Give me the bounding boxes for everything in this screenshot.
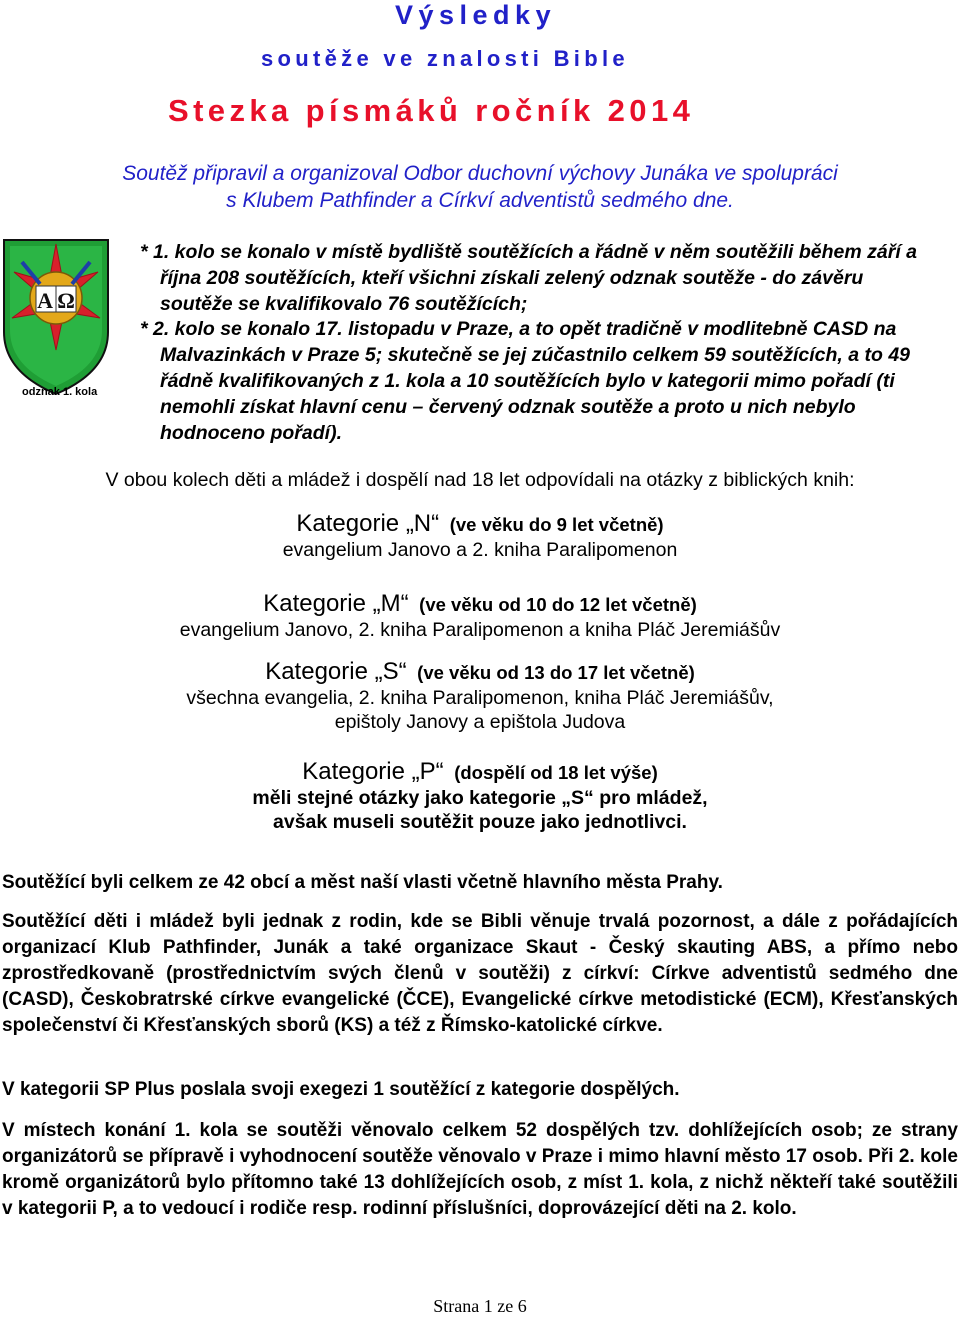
intro-line-1: Soutěž připravil a organizoval Odbor duchovní výchovy Junáka ve spolupráci xyxy=(122,162,838,185)
category-m xyxy=(0,592,960,642)
badge-caption: odznak 1. kola xyxy=(22,386,98,398)
category-note: měli stejné otázky jako kategorie „S“ pro mládež, xyxy=(252,787,708,809)
event-title: Stezka písmáků ročník 2014 xyxy=(168,93,695,128)
round-1-text: * 1. kolo se konalo v místě bydliště soutěžících a řádně v něm soutěžili během září a října 208 soutěžících, kteří všichni získali zelený odznak soutěže - do závěru soutěže se kvalifikovalo 76 soutěžících; xyxy=(140,241,918,315)
category-name: Kategorie „M“ xyxy=(263,590,409,617)
category-books: evangelium Janovo, 2. kniha Paralipomenon a kniha Pláč Jeremiášův xyxy=(179,619,781,641)
category-age: (ve věku od 10 do 12 let včetně) xyxy=(419,594,697,615)
category-s xyxy=(0,660,960,734)
page-title: Výsledky xyxy=(395,0,557,30)
category-n xyxy=(0,512,960,562)
category-age: (dospělí od 18 let výše) xyxy=(454,762,658,783)
page-subtitle: soutěže ve znalosti Bible xyxy=(261,46,629,71)
category-note-cont: avšak museli soutěžit pouze jako jednotlivci. xyxy=(273,811,687,833)
round-2-text: * 2. kolo se konalo 17. listopadu v Praze, a to opět tradičně v modlitebně CASD na Malvazinkách v Praze 5; skutečně se jej zúčastnilo celkem 59 soutěžících, a to 49 řádně kvalifikovaných z 1. kola a 10 soutěžících bylo v kategorii mimo pořadí (ti nemohli získat hlavní cenu – červený odznak soutěže a proto u nich nebylo hodnoceno pořadí). xyxy=(140,318,911,444)
page-number: Strana 1 ze 6 xyxy=(433,1296,527,1316)
paragraph-sp-plus: V kategorii SP Plus poslala svoji exegezi 1 soutěžící z kategorie dospělých. xyxy=(2,1079,680,1100)
category-name: Kategorie „P“ xyxy=(302,758,444,785)
paragraph-supervisors: V místech konání 1. kola se soutěži věnovalo celkem 52 dospělých tzv. dohlížejících osob; ze strany organizátorů se přípravě i vyhodnocení soutěže věnovalo v Praze i mimo hlavní město 17 osob. Při 2. kole kromě organizátorů bylo přítomno také 13 dohlížejících osob, z míst 1. kola, z nichž někteří také soutěžili v kategorii P, a to vedoucí i rodiče resp. rodinní příslušníci, doprovázející děti na 2. kolo. xyxy=(2,1120,958,1219)
category-name: Kategorie „S“ xyxy=(265,658,407,685)
intro-line-2: s Klubem Pathfinder a Církví adventistů sedmého dne. xyxy=(226,189,734,212)
paragraph-locations: Soutěžící byli celkem ze 42 obcí a měst naší vlasti včetně hlavního města Prahy. xyxy=(2,872,723,893)
paragraph-participants: Soutěžící děti i mládež byli jednak z rodin, kde se Bibli věnuje trvalá pozornost, a dále z pořádajících organizací Klub Pathfinder, Junák a také organizace Skaut - Český skauting ABS, a přímo nebo zprostředkovaně (prostřednictvím svých členů v soutěži) z církví: Církve adventistů sedmého dne (CASD), Českobratrské církve evangelické (ČCE), Evangelické církve metodistické (ECM), Křesťanských společenství či Křesťanských sborů (KS) a též z Římsko-katolické církve. xyxy=(2,911,958,1036)
categories-lead: V obou kolech děti a mládež i dospělí nad 18 let odpovídali na otázky z biblických knih: xyxy=(105,469,855,491)
category-age: (ve věku od 13 do 17 let včetně) xyxy=(417,662,695,683)
rounds-summary xyxy=(140,240,920,446)
badge-image xyxy=(0,234,112,408)
category-books: všechna evangelia, 2. kniha Paralipomenon, kniha Pláč Jeremiášův, xyxy=(186,687,774,709)
category-books: evangelium Janovo a 2. kniha Paralipomenon xyxy=(282,539,678,561)
category-books-cont: epištoly Janovy a epištola Judova xyxy=(334,711,626,733)
badge-letters: A Ω xyxy=(37,288,75,313)
badge-emblem-icon xyxy=(0,234,112,408)
category-p xyxy=(0,760,960,834)
intro-text xyxy=(0,160,960,214)
category-name: Kategorie „N“ xyxy=(296,510,440,537)
category-age: (ve věku do 9 let včetně) xyxy=(449,514,664,535)
